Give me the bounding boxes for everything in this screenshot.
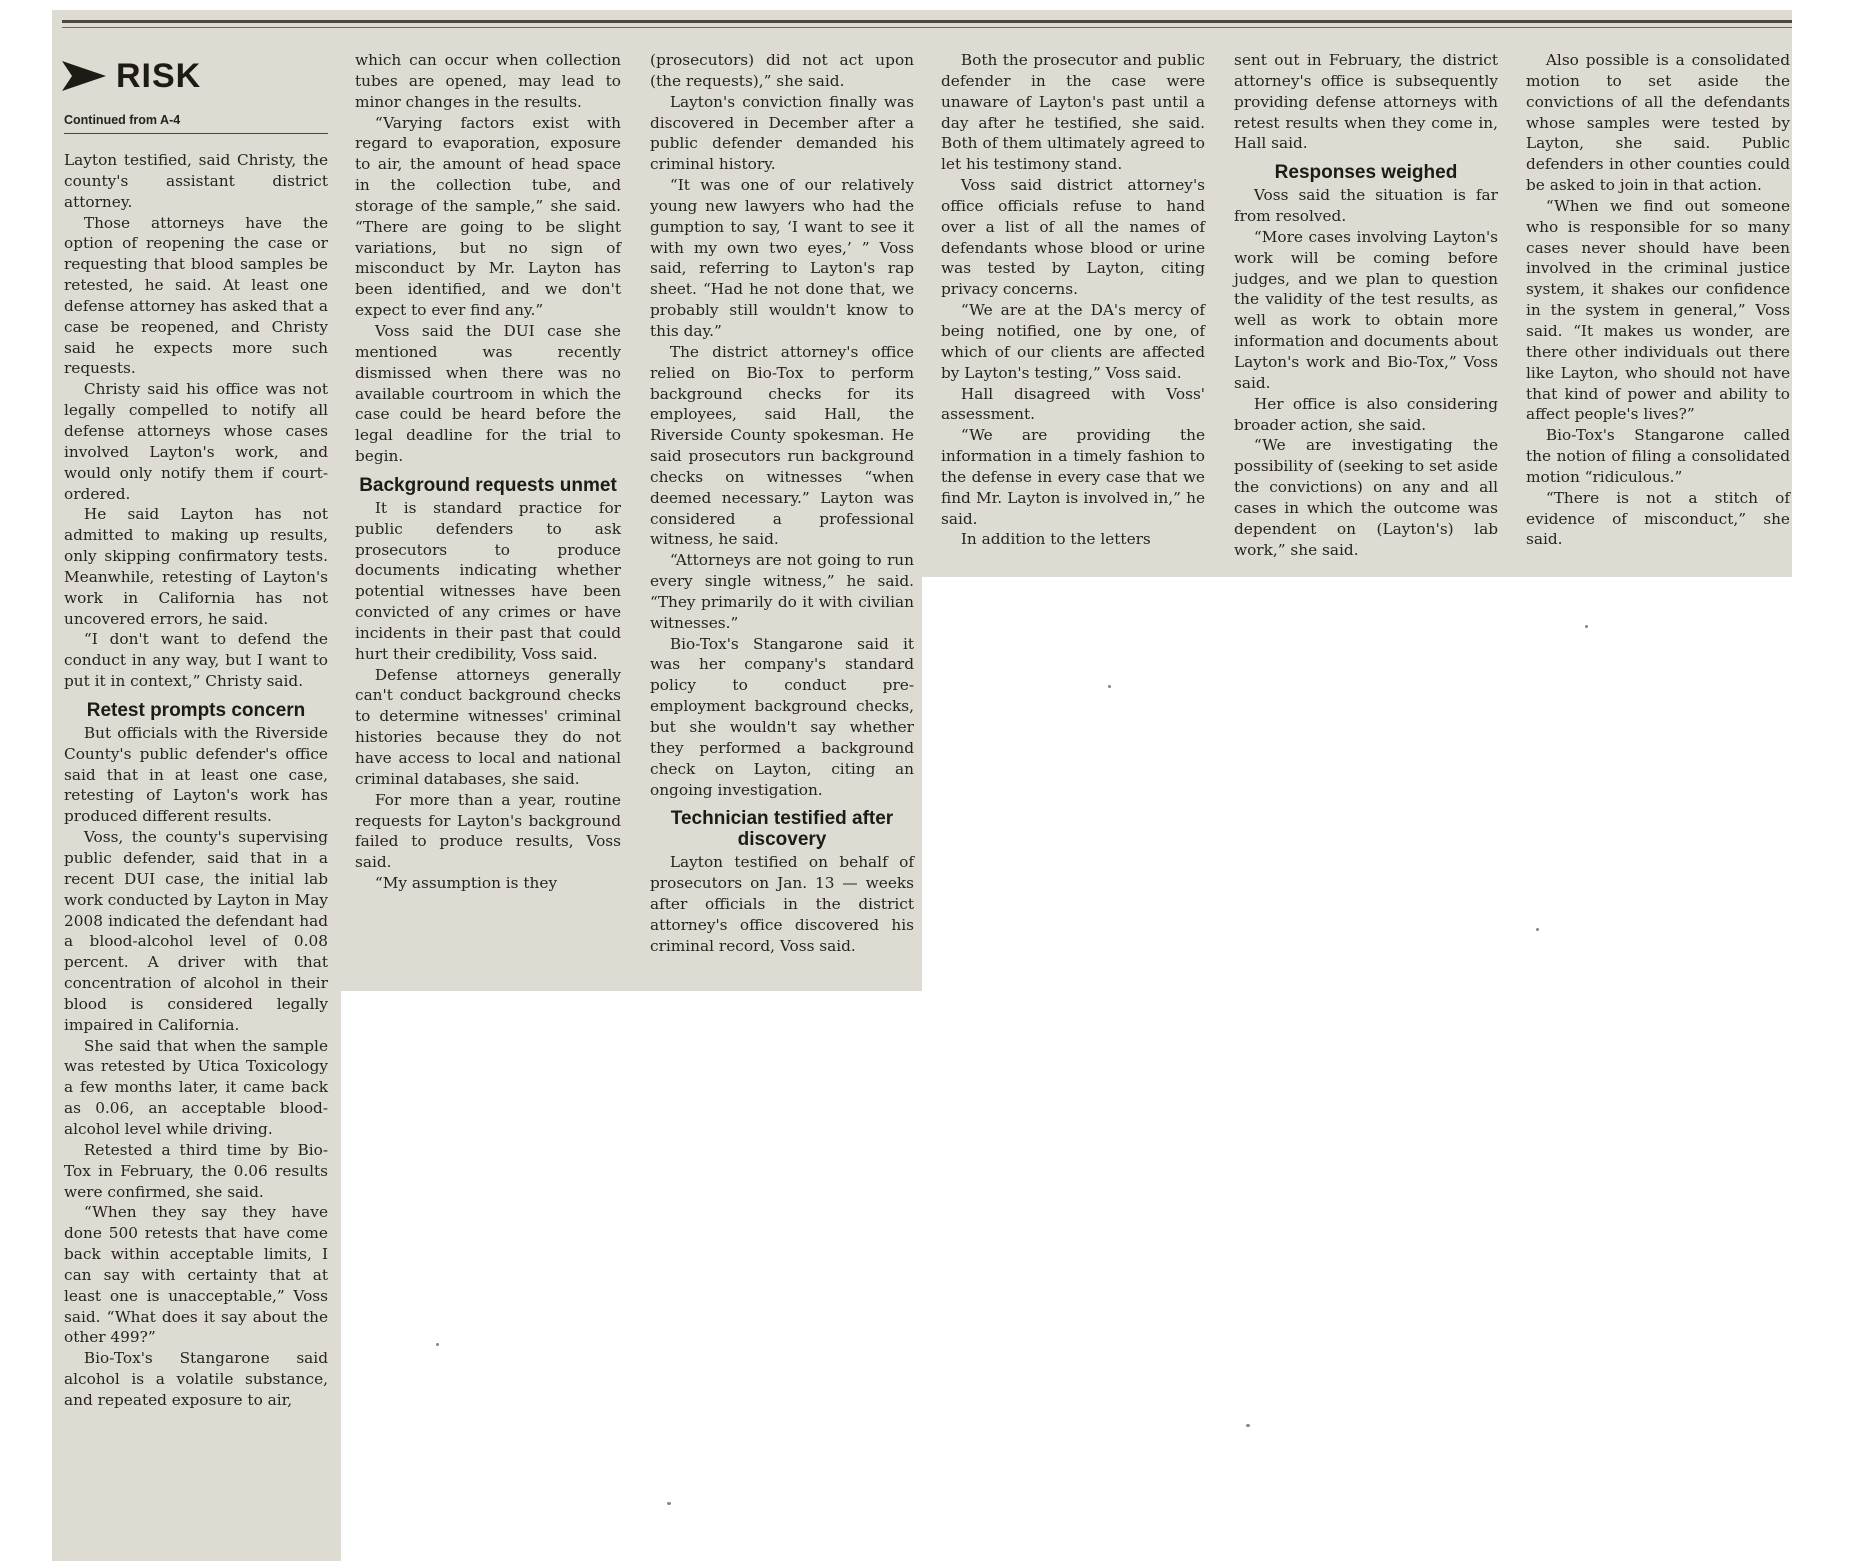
article-paragraph: “We are at the DA's mercy of being notified, one by one, of which of our clients are affected by Layton's testing,” Voss said. <box>941 301 1205 382</box>
article-paragraph: “There is not a stitch of evidence of misconduct,” she said. <box>1526 488 1790 549</box>
article-paragraph: Voss said district attorney's office officials refuse to hand over a list of all the names of defendants whose blood or urine was tested by Layton, citing privacy concerns. <box>941 176 1205 299</box>
article-paragraph: Also possible is a consolidated motion to set aside the convictions of all the defendants whose samples were tested by Layton, she said. Public defenders in other counties could be asked to join in that action. <box>1526 51 1790 195</box>
subheading: Technician testified after discovery <box>670 808 894 851</box>
top-rule-thin <box>62 27 1792 28</box>
article-paragraph: which can occur when collection tubes are opened, may lead to minor changes in the results. <box>355 51 621 111</box>
subheading: Background requests unmet <box>359 474 617 496</box>
article-paragraph: Layton testified on behalf of prosecutors on Jan. 13 — weeks after officials in the district attorney's office discovered his criminal record, Voss said. <box>650 853 914 955</box>
article-paragraph: “We are providing the information in a timely fashion to the defense in every case that we find Mr. Layton is involved in,” he said. <box>941 426 1205 528</box>
article-paragraph: Voss, the county's supervising public defender, said that in a recent DUI case, the initial lab work conducted by Layton in May 2008 indicated the defendant had a blood-alcohol level of 0.08 percent. A driver with that concentration of alcohol in their blood is considered legally impaired in California. <box>64 828 328 1034</box>
article-paragraph: (prosecutors) did not act upon (the requests),” she said. <box>650 51 914 90</box>
article-paragraph: Retested a third time by Bio-Tox in February, the 0.06 results were confirmed, she said. <box>64 1140 328 1201</box>
article-paragraph: Those attorneys have the option of reopening the case or requesting that blood samples be retested, he said. At least one defense attorney has asked that a case be reopened, and Christy said he expects more such requests. <box>64 213 328 378</box>
article-paragraph: Bio-Tox's Stangarone said it was her company's standard policy to conduct pre-employment background checks, but she wouldn't say whether they performed a background check on Layton, citing an ongoing investigation. <box>650 634 914 799</box>
top-rule <box>62 20 1792 23</box>
article-column-3 <box>650 50 914 957</box>
article-paragraph: The district attorney's office relied on Bio-Tox to perform background checks for its employees, said Hall, the Riverside County spokesman. He said prosecutors run background checks on witnesses “when deemed necessary.” Layton was considered a professional witness, he said. <box>650 342 914 549</box>
article-column-4 <box>941 50 1205 550</box>
article-paragraph: But officials with the Riverside County's public defender's office said that in at least one case, retesting of Layton's work has produced different results. <box>64 723 328 826</box>
scan-speck <box>436 1343 439 1346</box>
article-paragraph: “I don't want to defend the conduct in any way, but I want to put it in context,” Christy said. <box>64 630 328 691</box>
article-paragraph: Christy said his office was not legally compelled to notify all defense attorneys whose cases involved Layton's work, and would only notify them if court-ordered. <box>64 380 328 503</box>
article-paragraph: “My assumption is they <box>374 874 558 893</box>
continued-line: Continued from A-4 <box>64 113 328 134</box>
article-paragraph: It is standard practice for public defenders to ask prosecutors to produce documents indicating whether potential witnesses have been convicted of any crimes or have incidents in their past that could hurt their credibility, Voss said. <box>355 498 621 663</box>
section-title: RISK <box>116 56 202 95</box>
article-paragraph: She said that when the sample was retested by Utica Toxicology a few months later, it came back as 0.06, an acceptable blood-alcohol level while driving. <box>64 1036 328 1138</box>
article-column-5 <box>1234 50 1498 560</box>
article-paragraph: Layton testified, said Christy, the county's assistant district attorney. <box>64 151 328 211</box>
article-paragraph: Bio-Tox's Stangarone said alcohol is a volatile substance, and repeated exposure to air, <box>64 1349 328 1409</box>
article-paragraph: “When they say they have done 500 retests that have come back within acceptable limits, I can say with certainty that at least one is unacceptable,” Voss said. “What does it say about the other 499?” <box>64 1203 328 1347</box>
article-paragraph: Defense attorneys generally can't conduct background checks to determine witnesses' criminal histories because they do not have access to local and national criminal databases, she said. <box>355 665 621 788</box>
scan-speck <box>1108 685 1111 688</box>
article-paragraph: Voss said the DUI case she mentioned was recently dismissed when there was no available courtroom in which the case could be heard before the legal deadline for the trial to begin. <box>355 321 621 466</box>
article-paragraph: “More cases involving Layton's work will be coming before judges, and we plan to question the validity of the test results, as well as work to obtain more information and documents about Layton's work and Bio-Tox,” Voss said. <box>1234 227 1498 392</box>
article-paragraph: Voss said the situation is far from resolved. <box>1234 186 1498 226</box>
subheading: Retest prompts concern <box>86 699 306 721</box>
scan-speck <box>1536 928 1539 931</box>
article-paragraph: Layton's conviction finally was discovered in December after a public defender demanded his criminal history. <box>650 92 914 174</box>
article-paragraph: In addition to the letters <box>960 530 1151 549</box>
article-column-2 <box>355 50 621 894</box>
article-column-6 <box>1526 50 1790 550</box>
article-column-1 <box>64 150 328 1411</box>
article-paragraph: “It was one of our relatively young new lawyers who had the gumption to say, ‘I want to see it with my own two eyes,’ ” Voss said, referring to Layton's rap sheet. “Had he not done that, we probably still wouldn't know to this day.” <box>650 176 914 340</box>
article-paragraph: “We are investigating the possibility of (seeking to set aside the convictions) on any and all cases in which the outcome was dependent on (Layton's) lab work,” she said. <box>1234 436 1498 559</box>
article-paragraph: Bio-Tox's Stangarone called the notion of filing a consolidated motion “ridiculous.” <box>1526 426 1790 486</box>
article-paragraph: He said Layton has not admitted to making up results, only skipping confirmatory tests. Meanwhile, retesting of Layton's work in California has not uncovered errors, he said. <box>64 505 328 628</box>
subheading: Responses weighed <box>1274 162 1458 184</box>
arrow-icon <box>62 61 106 91</box>
scan-speck <box>667 1502 671 1505</box>
section-header <box>62 56 201 96</box>
article-paragraph: Both the prosecutor and public defender in the case were unaware of Layton's past until a day after he testified, she said. Both of them ultimately agreed to let his testimony stand. <box>941 51 1205 174</box>
article-paragraph: Hall disagreed with Voss' assessment. <box>941 384 1205 424</box>
article-paragraph: sent out in February, the district attorney's office is subsequently providing defense attorneys with retest results when they come in, Hall said. <box>1234 51 1498 153</box>
scan-speck <box>1585 625 1588 628</box>
scan-speck <box>1246 1424 1250 1427</box>
article-paragraph: “When we find out someone who is responsible for so many cases never should have been involved in the criminal justice system, it shakes our confidence in the system in general,” Voss said. “It makes us wonder, are there other individuals out there like Layton, who should not have that kind of power and ability to affect people's lives?” <box>1526 196 1790 424</box>
article-paragraph: Her office is also considering broader action, she said. <box>1234 394 1498 434</box>
article-paragraph: For more than a year, routine requests for Layton's background failed to produce results, Voss said. <box>355 790 621 872</box>
article-paragraph: “Attorneys are not going to run every single witness,” he said. “They primarily do it with civilian witnesses.” <box>650 551 914 632</box>
article-paragraph: “Varying factors exist with regard to evaporation, exposure to air, the amount of head space in the collection tube, and storage of the sample,” she said. “There are going to be slight variations, but no sign of misconduct by Mr. Layton has been identified, and we don't expect to ever find any.” <box>355 113 621 320</box>
